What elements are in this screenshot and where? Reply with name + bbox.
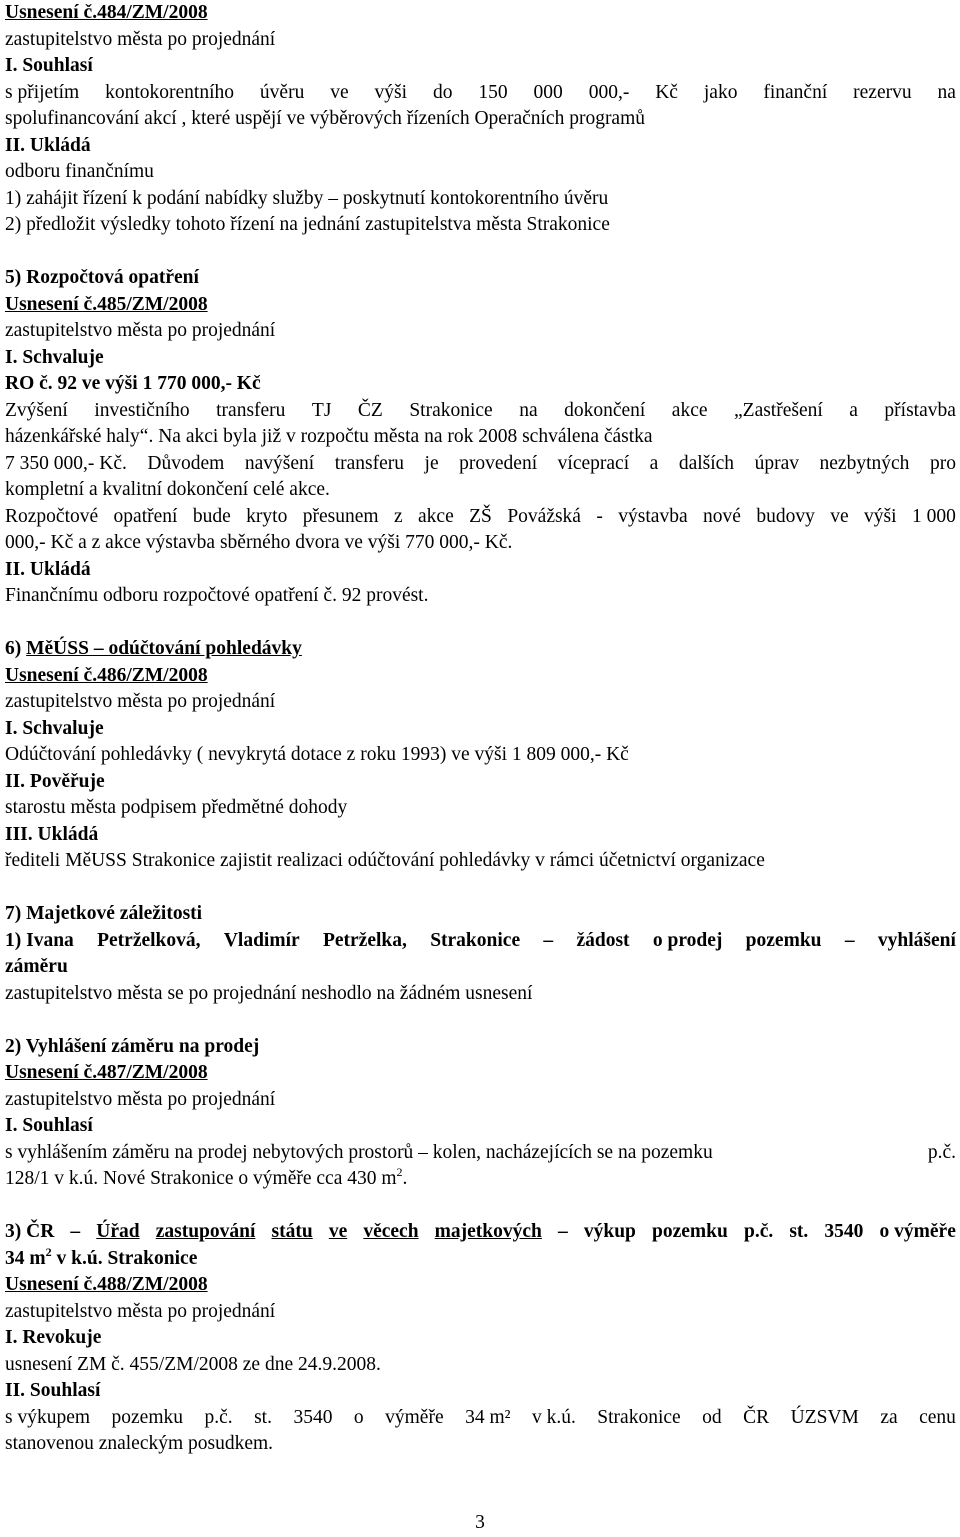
resolution-486-point-2-text: starostu města podpisem předmětné dohody <box>5 797 348 818</box>
resolution-485-heading: Usnesení č.485/ZM/2008 <box>5 293 208 315</box>
resolution-487-line-2: 128/1 v k.ú. Nové Strakonice o výměře cca 430 $m^2$. <box>5 1165 408 1189</box>
resolution-486-point-3-text: řediteli MěUSS Strakonice zajistit realizaci odúčtování pohledávky v rámci účetnictví organizace <box>5 850 765 871</box>
resolution-485-line-2: házenkářské haly“. Na akci byla již v rozpočtu města na rok 2008 schválena částka <box>5 426 653 447</box>
resolution-485-line-3: 7 350 000,- Kč. Důvodem navýšení transferu je provedení víceprací a dalších úprav nezbytných pro <box>5 452 956 474</box>
resolution-488-point-2-line-1: s výkupem pozemku p.č. st. 3540 o výměře 34 m² v k.ú. Strakonice od ČR ÚZSVM za cenu <box>5 1406 956 1428</box>
resolution-486-point-1-title: I. Schvaluje <box>5 717 104 739</box>
item-1-title-line-1: 1) Ivana Petrželková, Vladimír Petrželka, Strakonice – žádost o prodej pozemku – vyhlášení <box>5 929 956 951</box>
resolution-485-line-4: kompletní a kvalitní dokončení celé akce. <box>5 479 330 500</box>
resolution-487-point-1-title: I. Souhlasí <box>5 1115 93 1136</box>
resolution-486-intro: zastupitelstvo města po projednání <box>5 691 276 712</box>
resolution-485-point-2-text: Finančnímu odboru rozpočtové opatření č. 92 provést. <box>5 585 429 606</box>
resolution-488-point-2-line-2: stanovenou znaleckým posudkem. <box>5 1433 274 1454</box>
resolution-487-intro: zastupitelstvo města po projednání <box>5 1088 276 1110</box>
section-6-number: 6) <box>5 638 27 659</box>
resolution-488-point-1-title: I. Revokuje <box>5 1327 102 1348</box>
resolution-485-line-1: Zvýšení investičního transferu TJ ČZ Strakonice na dokončení akce „Zastřešení a přístavba <box>5 399 956 421</box>
spacer <box>5 875 956 902</box>
resolution-484-point-1-title: I. Souhlasí <box>5 55 93 76</box>
spacer <box>5 610 956 637</box>
resolution-484-point-2-line-2: 1) zahájit řízení k podání nabídky služby – poskytnutí kontokorentního úvěru <box>5 187 609 209</box>
resolution-486-heading: Usnesení č.486/ZM/2008 <box>5 664 208 686</box>
item-1-text: zastupitelstvo města se po projednání neshodlo na žádném usnesení <box>5 982 533 1004</box>
resolution-487-line-1: s vyhlášením záměru na prodej nebytových prostorů – kolen, nacházejících se na pozemku p.č. <box>5 1141 956 1163</box>
resolution-485-point-1-title: I. Schvaluje <box>5 346 104 368</box>
resolution-486-point-1-text: Odúčtování pohledávky ( nevykrytá dotace z roku 1993) ve výši 1 809 000,- Kč <box>5 744 629 765</box>
resolution-488-point-1-text: usnesení ZM č. 455/ZM/2008 ze dne 24.9.2008. <box>5 1353 381 1375</box>
resolution-484-point-2-line-1: odboru finančnímu <box>5 161 154 182</box>
resolution-486-point-3-title: III. Ukládá <box>5 823 99 845</box>
resolution-485-intro: zastupitelstvo města po projednání <box>5 320 276 341</box>
resolution-488-point-2-title: II. Souhlasí <box>5 1380 101 1401</box>
document-page <box>5 0 956 1458</box>
resolution-484-point-1-line-2: spolufinancování akcí , které uspějí ve výběrových řízeních Operačních programů <box>5 108 646 129</box>
section-6-title <box>5 636 956 663</box>
item-2-title: 2) Vyhlášení záměru na prodej <box>5 1035 260 1057</box>
resolution-484-point-2-line-3: 2) předložit výsledky tohoto řízení na jednání zastupitelstva města Strakonice <box>5 214 610 235</box>
page-number: 3 <box>475 1512 485 1533</box>
spacer <box>5 1193 956 1220</box>
section-7-title: 7) Majetkové záležitosti <box>5 903 203 924</box>
section-5-title: 5) Rozpočtová opatření <box>5 267 199 288</box>
spacer <box>5 1007 956 1034</box>
resolution-485-point-2-title: II. Ukládá <box>5 558 91 580</box>
resolution-488-heading: Usnesení č.488/ZM/2008 <box>5 1274 208 1295</box>
resolution-488-intro: zastupitelstvo města po projednání <box>5 1300 276 1322</box>
resolution-485-line-6: 000,- Kč a z akce výstavba sběrného dvora ve výši 770 000,- Kč. <box>5 532 513 553</box>
section-6-title-text: MěÚSS – odúčtování pohledávky <box>26 638 302 659</box>
resolution-484-point-1-line-1: s přijetím kontokorentního úvěru ve výši do 150 000 000,- Kč jako finanční rezervu na <box>5 81 956 103</box>
resolution-484-intro: zastupitelstvo města po projednání <box>5 28 276 50</box>
spacer <box>5 239 956 266</box>
resolution-484-point-2-title: II. Ukládá <box>5 134 91 156</box>
item-3-title-line-2: 34 $m^2$ v k.ú. Strakonice <box>5 1244 198 1269</box>
item-3-title-line-1: 3) ČR – Úřad zastupování státu ve věcech majetkových – výkup pozemku p.č. st. 3540 o výměře <box>5 1221 956 1242</box>
resolution-487-heading: Usnesení č.487/ZM/2008 <box>5 1062 208 1083</box>
budget-measure-ro: RO č. 92 ve výši 1 770 000,- Kč <box>5 373 261 394</box>
resolution-485-line-5: Rozpočtové opatření bude kryto přesunem z akce ZŠ Povážská - výstavba nové budovy ve výši 1 000 <box>5 505 956 527</box>
item-1-title-line-2: záměru <box>5 956 68 977</box>
resolution-484-heading: Usnesení č.484/ZM/2008 <box>5 2 208 23</box>
resolution-486-point-2-title: II. Pověřuje <box>5 770 105 792</box>
